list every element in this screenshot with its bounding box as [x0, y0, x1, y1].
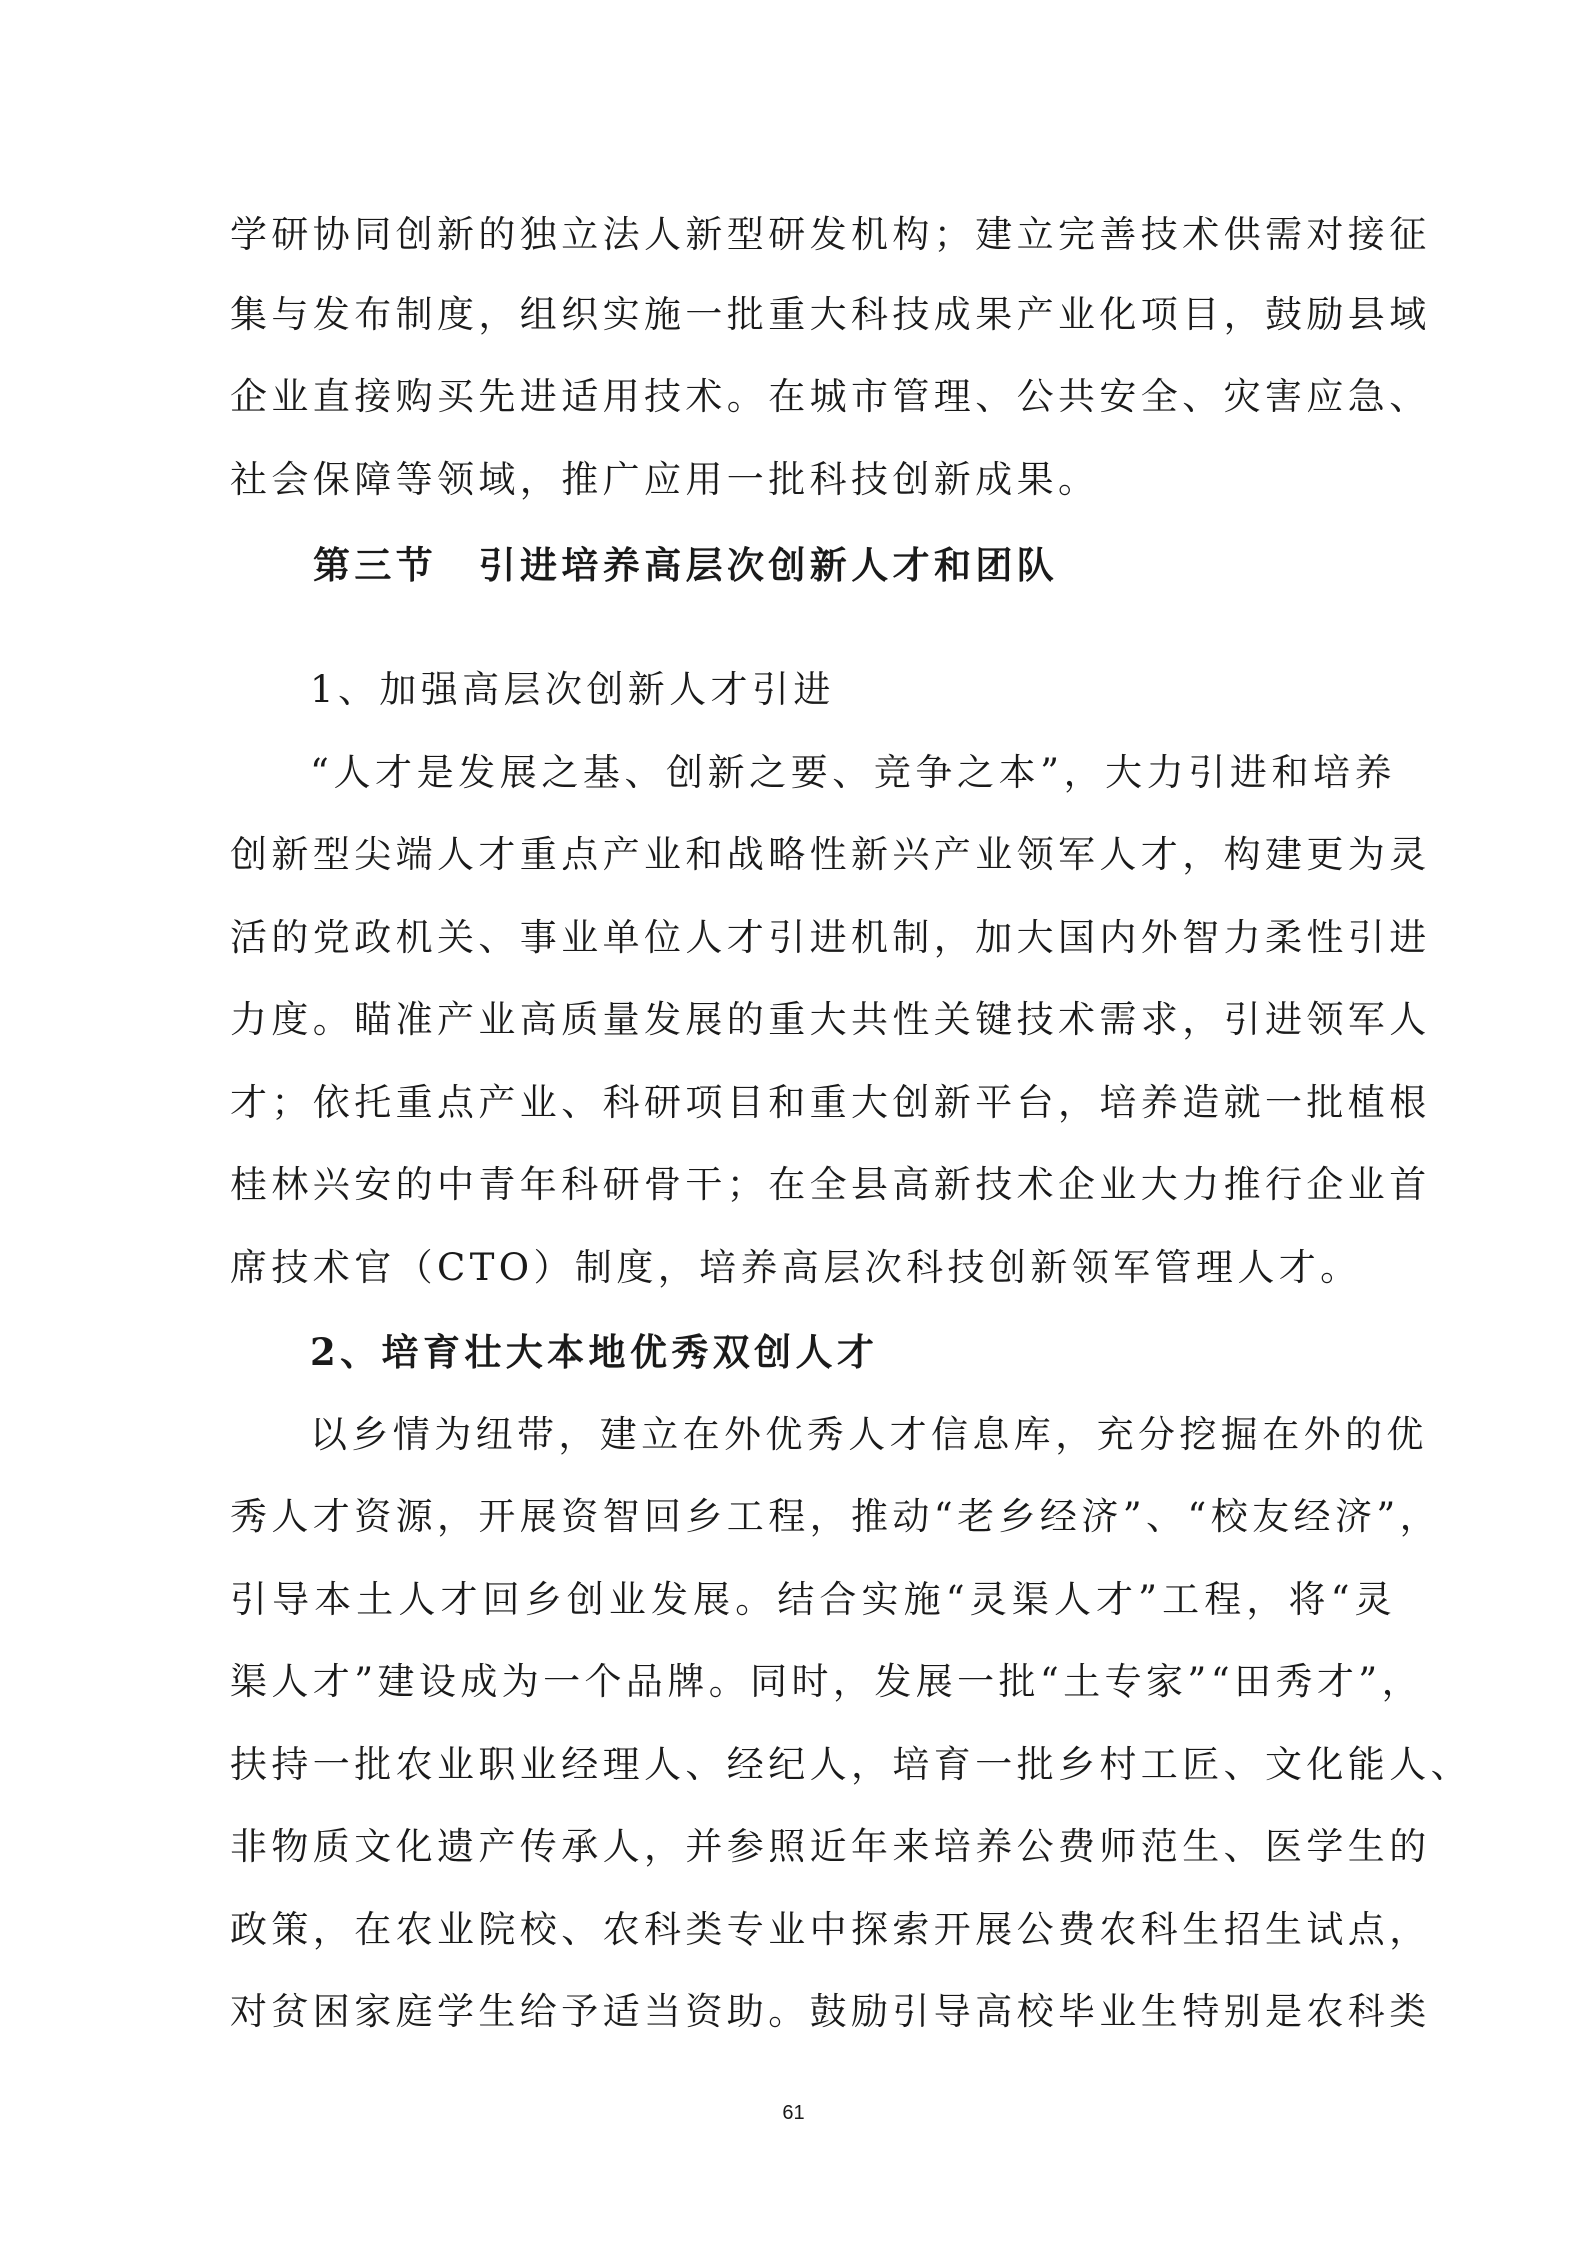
subsection-title: 1、加强高层次创新人才引进	[310, 668, 835, 711]
paragraph-line: 政策，在农业院校、农科类专业中探索开展公费农科生招生试点，	[230, 1908, 1431, 1951]
paragraph-line: 对贫困家庭学生给予适当资助。鼓励引导高校毕业生特别是农科类	[230, 1990, 1431, 2033]
paragraph-line: 扶持一批农业职业经理人、经纪人，培育一批乡村工匠、文化能人、	[230, 1743, 1472, 1786]
paragraph-line: 非物质文化遗产传承人，并参照近年来培养公费师范生、医学生的	[230, 1825, 1431, 1868]
paragraph-line: 才；依托重点产业、科研项目和重大创新平台，培养造就一批植根	[230, 1081, 1431, 1124]
paragraph-line: 以乡情为纽带，建立在外优秀人才信息库，充分挖掘在外的优	[310, 1413, 1428, 1456]
paragraph-line: 集与发布制度，组织实施一批重大科技成果产业化项目，鼓励县域	[230, 293, 1431, 336]
paragraph-line: 引导本土人才回乡创业发展。结合实施“灵渠人才”工程，将“灵	[230, 1578, 1396, 1621]
section-heading: 第三节 引进培养高层次创新人才和团队	[313, 543, 1059, 587]
paragraph-line: “人才是发展之基、创新之要、竞争之本”，大力引进和培养	[310, 751, 1396, 794]
paragraph-line: 创新型尖端人才重点产业和战略性新兴产业领军人才，构建更为灵	[230, 833, 1431, 876]
paragraph-line: 秀人才资源，开展资智回乡工程，推动“老乡经济”、“校友经济”，	[230, 1495, 1442, 1538]
subsection-title: 2、培育壮大本地优秀双创人才	[310, 1330, 879, 1374]
paragraph-line: 学研协同创新的独立法人新型研发机构；建立完善技术供需对接征	[230, 213, 1431, 256]
paragraph-line: 力度。瞄准产业高质量发展的重大共性关键技术需求，引进领军人	[230, 998, 1431, 1041]
paragraph-line: 社会保障等领域，推广应用一批科技创新成果。	[230, 458, 1100, 501]
page-number: 61	[782, 2102, 805, 2124]
paragraph-line: 渠人才”建设成为一个品牌。同时，发展一批“土专家”“田秀才”，	[230, 1660, 1423, 1703]
paragraph-line: 席技术官（CTO）制度，培养高层次科技创新领军管理人才。	[230, 1246, 1362, 1289]
paragraph-line: 活的党政机关、事业单位人才引进机制，加大国内外智力柔性引进	[230, 916, 1431, 959]
paragraph-line: 企业直接购买先进适用技术。在城市管理、公共安全、灾害应急、	[230, 375, 1431, 418]
paragraph-line: 桂林兴安的中青年科研骨干；在全县高新技术企业大力推行企业首	[230, 1163, 1431, 1206]
